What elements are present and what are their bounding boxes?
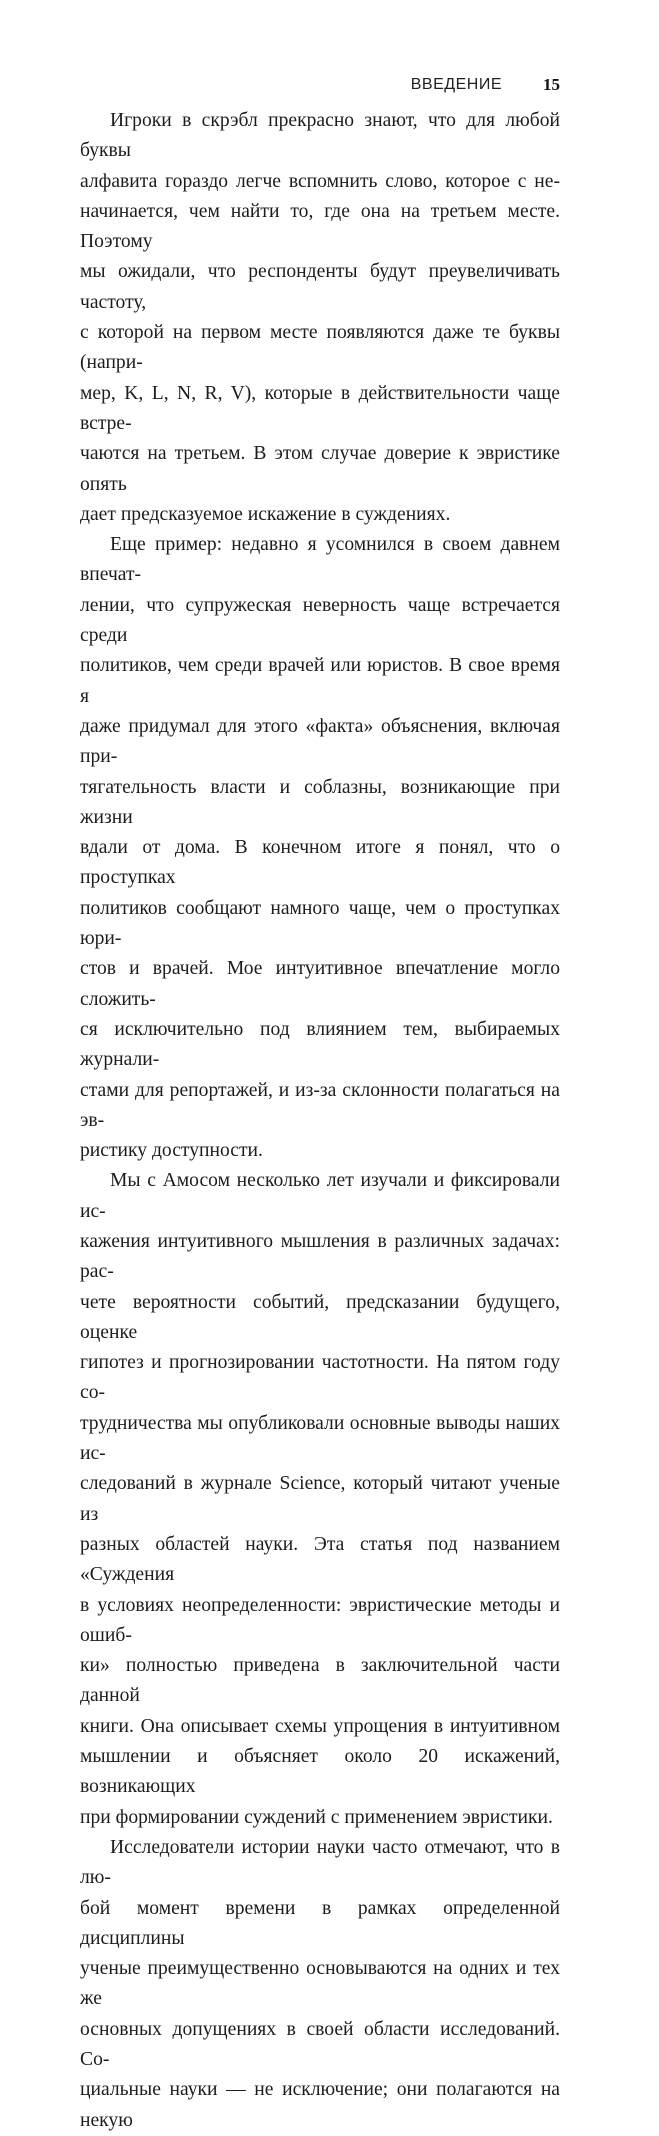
paragraph-politicians xyxy=(80,530,560,1166)
text-line: чаются на третьем. В этом случае доверие к эвристике опять xyxy=(80,443,560,495)
paragraph-history-of-science xyxy=(80,1833,560,2136)
section-title: ВВЕДЕНИЕ xyxy=(410,76,502,93)
text-line: Исследователи истории науки часто отмечают, что в лю- xyxy=(80,1836,560,1889)
text-line: кажения интуитивного мышления в различных задачах: рас- xyxy=(80,1230,560,1283)
text-line: разных областей науки. Эта статья под названием «Суждения xyxy=(80,1533,560,1586)
text-line: дает предсказуемое искажение в суждениях. xyxy=(80,503,451,525)
text-line: бой момент времени в рамках определенной дисциплины xyxy=(80,1897,560,1949)
text-line: стов и врачей. Мое интуитивное впечатление могло сложить- xyxy=(80,958,560,1010)
text-line: ки» полностью приведена в заключительной части данной xyxy=(80,1655,560,1707)
text-line: книги. Она описывает схемы упрощения в интуитивном xyxy=(80,1715,560,1737)
text-line: чете вероятности событий, предсказании будущего, оценке xyxy=(80,1291,560,1343)
text-line: политиков сообщают намного чаще, чем о проступках юри- xyxy=(80,897,560,950)
text-line: ученые преимущественно основываются на одних и тех же xyxy=(80,1958,560,2010)
text-line: Игроки в скрэбл прекрасно знают, что для любой буквы xyxy=(80,110,560,162)
text-line: в условиях неопределенности: эвристические методы и ошиб- xyxy=(80,1594,560,1646)
text-line: начинается, чем найти то, где она на третьем месте. Поэтому xyxy=(80,200,560,253)
running-head xyxy=(80,76,560,98)
text-line: циальные науки — не исключение; они полагаются на некую xyxy=(80,2079,560,2131)
text-line: стами для репортажей, и из-за склонности полагаться на эв- xyxy=(80,1079,560,1131)
text-line: алфавита гораздо легче вспомнить слово, которое с не- xyxy=(80,170,560,192)
text-line: с которой на первом месте появляются даже те буквы (напри- xyxy=(80,322,560,374)
text-line: Мы с Амосом несколько лет изучали и фиксировали ис- xyxy=(80,1170,560,1222)
page-number: 15 xyxy=(543,75,560,94)
text-line: ся исключительно под влиянием тем, выбираемых журнали- xyxy=(80,1018,560,1071)
paragraph-scrabble xyxy=(80,106,560,530)
text-line: при формировании суждений с применением эвристики. xyxy=(80,1806,553,1828)
text-line: следований в журнале Science, который читают ученые из xyxy=(80,1473,560,1525)
body-text xyxy=(80,106,560,2136)
text-line: мышлении и объясняет около 20 искажений, возникающих xyxy=(80,1746,560,1798)
text-line: Еще пример: недавно я усомнился в своем давнем впечат- xyxy=(80,534,560,586)
text-line: ристику доступности. xyxy=(80,1140,263,1162)
text-line: тягательность власти и соблазны, возникающие при жизни xyxy=(80,776,560,828)
text-line: мер, K, L, N, R, V), которые в действительности чаще встре- xyxy=(80,382,560,434)
text-line: даже придумал для этого «факта» объяснения, включая при- xyxy=(80,715,560,768)
text-line: трудничества мы опубликовали основные выводы наших ис- xyxy=(80,1412,560,1465)
text-line: гипотез и прогнозировании частотности. На пятом году со- xyxy=(80,1352,560,1404)
paragraph-amos xyxy=(80,1166,560,1833)
text-line: мы ожидали, что респонденты будут преувеличивать частоту, xyxy=(80,261,560,313)
text-line: вдали от дома. В конечном итоге я понял, что о проступках xyxy=(80,837,560,889)
text-line: основных допущениях в своей области исследований. Со- xyxy=(80,2018,560,2070)
text-line: лении, что супружеская неверность чаще встречается среди xyxy=(80,594,560,647)
text-line: политиков, чем среди врачей или юристов. В свое время я xyxy=(80,655,560,707)
